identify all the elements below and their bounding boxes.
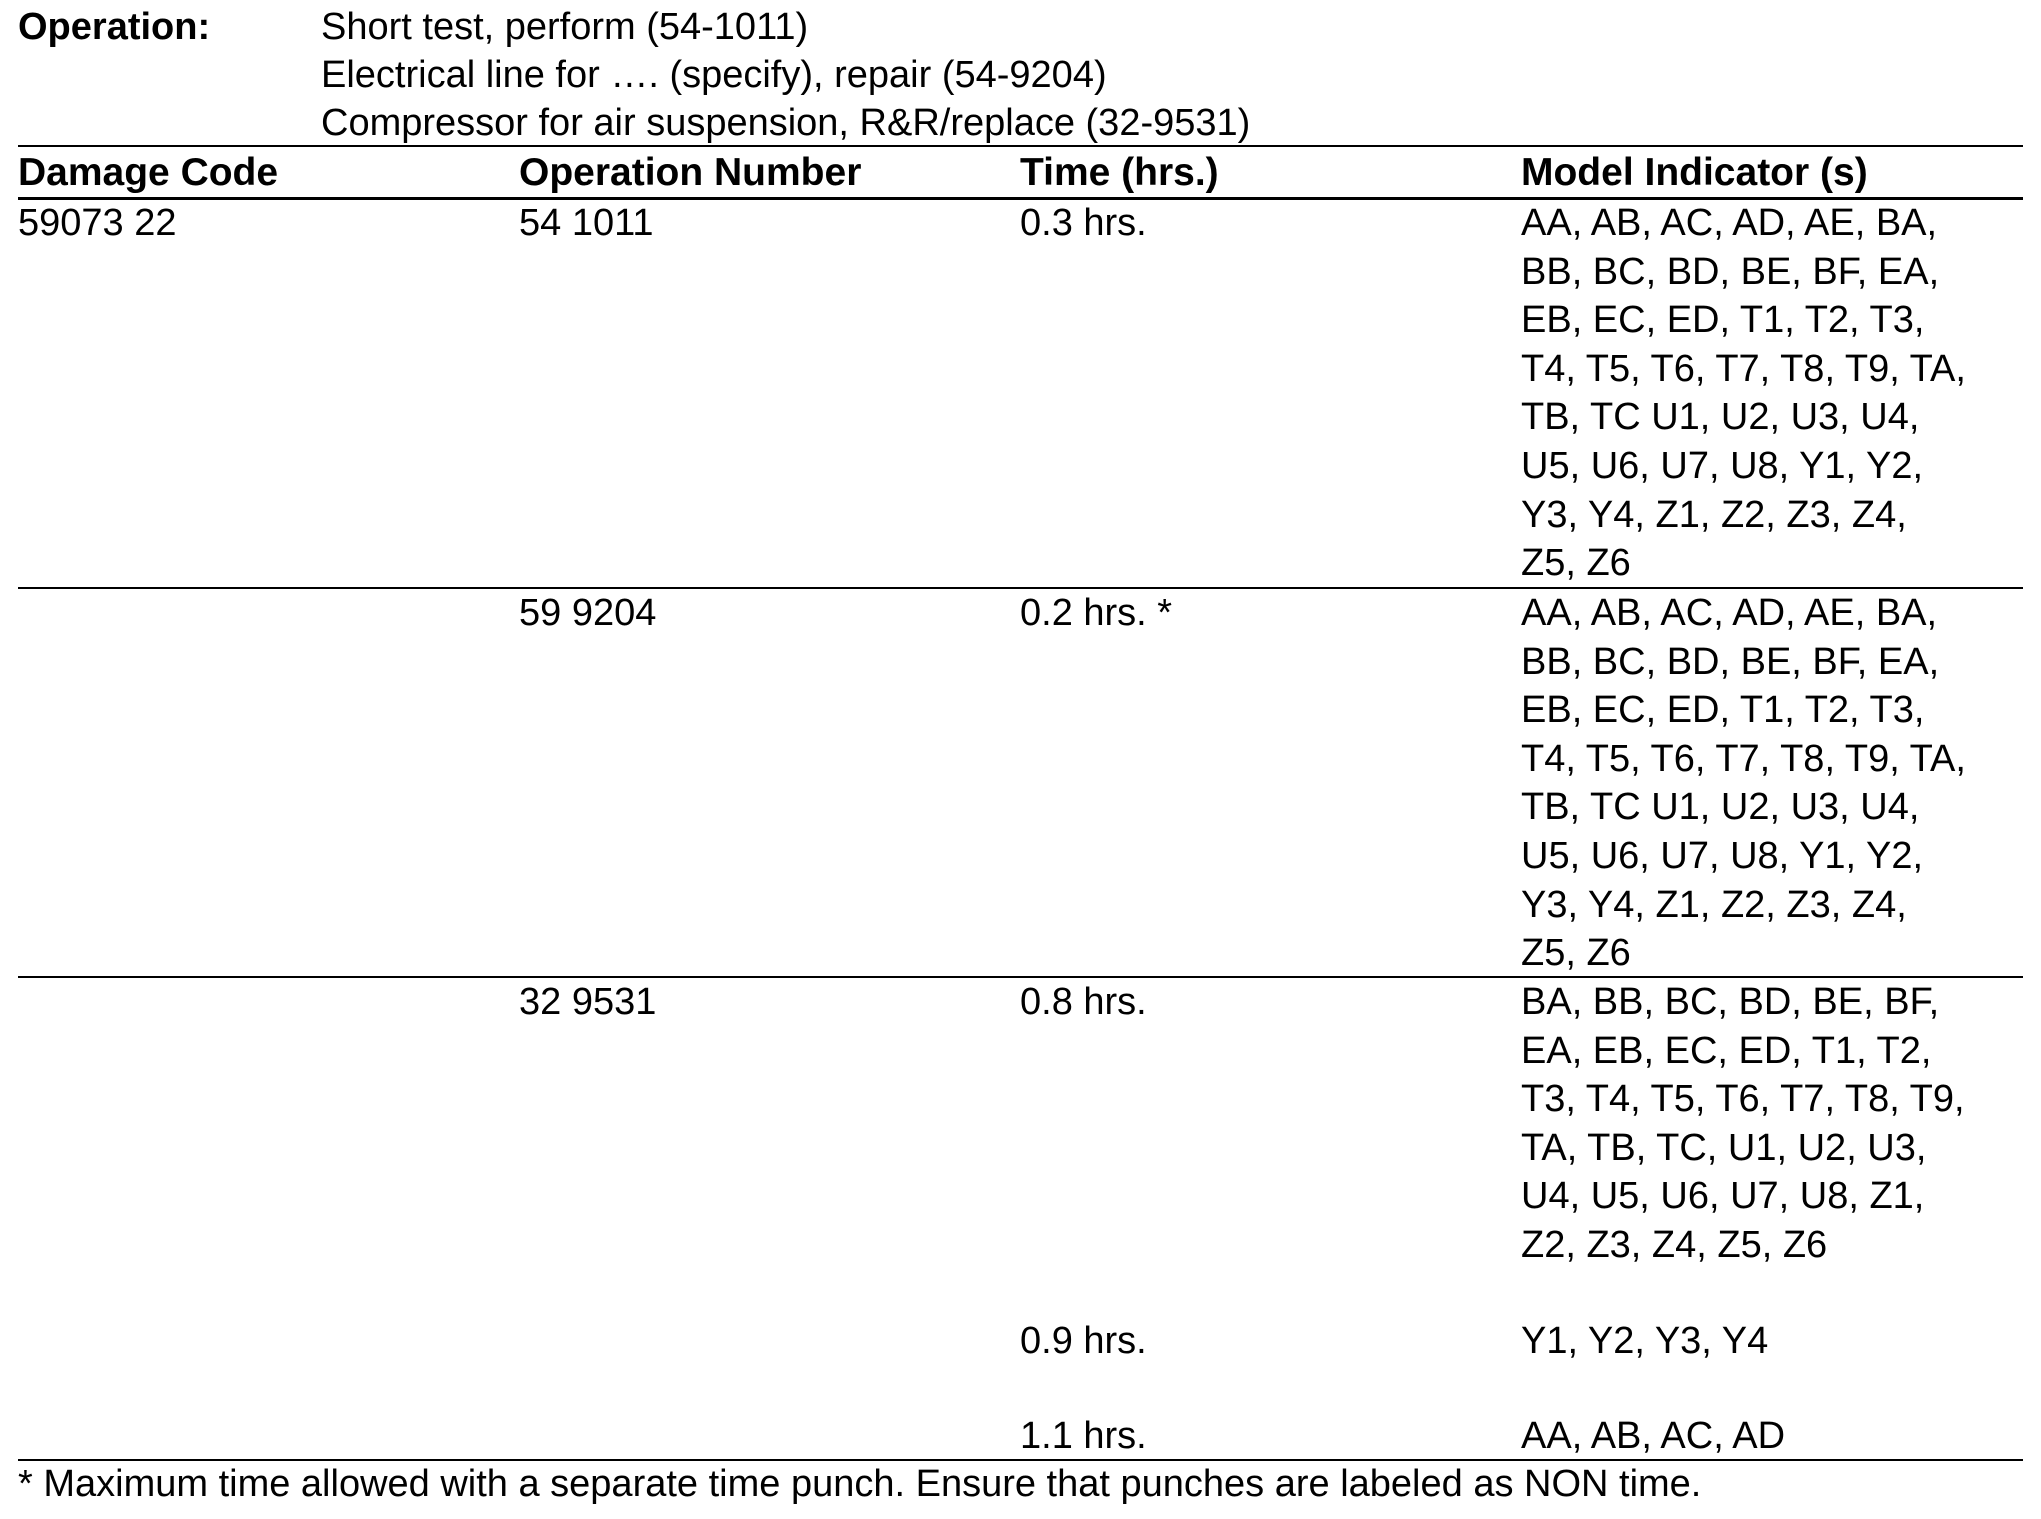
- operation-line: Short test, perform (54-1011): [321, 6, 809, 48]
- row3-operation-number: 32 9531: [519, 981, 657, 1023]
- model-line: EA, EB, EC, ED, T1, T2,: [1521, 1029, 1932, 1072]
- model-line: Z2, Z3, Z4, Z5, Z6: [1521, 1223, 1828, 1266]
- row2-operation-number: 59 9204: [519, 592, 657, 634]
- model-line: Y3, Y4, Z1, Z2, Z3, Z4,: [1521, 493, 1907, 536]
- row1-operation-number: 54 1011: [519, 202, 654, 244]
- operation-list: [321, 3, 1250, 147]
- operation-line: Compressor for air suspension, R&R/replace (32-9531): [321, 102, 1251, 144]
- operation-line: Electrical line for …. (specify), repair (54-9204): [321, 54, 1107, 96]
- row2-time: 0.2 hrs. *: [1020, 592, 1173, 634]
- model-line: AA, AB, AC, AD, AE, BA,: [1521, 202, 1938, 244]
- row1-time: 0.3 hrs.: [1020, 202, 1147, 244]
- row3-time: 0.8 hrs.: [1020, 981, 1147, 1023]
- document-page: [18, 0, 2023, 1505]
- model-line: U5, U6, U7, U8, Y1, Y2,: [1521, 444, 1924, 487]
- model-line: BA, BB, BC, BD, BE, BF,: [1521, 981, 1940, 1023]
- model-line: BB, BC, BD, BE, BF, EA,: [1521, 640, 1940, 683]
- model-line: AA, AB, AC, AD, AE, BA,: [1521, 592, 1938, 634]
- header-damage-code: Damage Code: [18, 151, 279, 194]
- model-line: TB, TC U1, U2, U3, U4,: [1521, 786, 1920, 829]
- model-line: Z5, Z6: [1521, 542, 1631, 585]
- row3-subrow1-models: Y1, Y2, Y3, Y4: [1521, 1320, 1769, 1362]
- row3-subrow2-models: AA, AB, AC, AD: [1521, 1415, 1786, 1457]
- header-top-rule: [18, 145, 2023, 147]
- row3-subrow2-time: 1.1 hrs.: [1020, 1415, 1147, 1457]
- model-line: U5, U6, U7, U8, Y1, Y2,: [1521, 834, 1924, 877]
- header-time: Time (hrs.): [1020, 151, 1219, 194]
- row2-models: [1521, 589, 2021, 978]
- header-model-indicator: Model Indicator (s): [1521, 151, 1868, 194]
- model-line: BB, BC, BD, BE, BF, EA,: [1521, 250, 1940, 293]
- model-line: EB, EC, ED, T1, T2, T3,: [1521, 689, 1925, 732]
- row1-damage-code: 59073 22: [18, 202, 177, 244]
- model-line: TA, TB, TC, U1, U2, U3,: [1521, 1126, 1927, 1169]
- model-line: EB, EC, ED, T1, T2, T3,: [1521, 299, 1925, 342]
- row3-models: [1521, 978, 2021, 1270]
- model-line: T4, T5, T6, T7, T8, T9, TA,: [1521, 737, 1966, 780]
- model-line: T3, T4, T5, T6, T7, T8, T9,: [1521, 1078, 1965, 1121]
- footnote: * Maximum time allowed with a separate time punch. Ensure that punches are labeled as NON time.: [18, 1463, 1702, 1505]
- model-line: U4, U5, U6, U7, U8, Z1,: [1521, 1175, 1925, 1218]
- model-line: TB, TC U1, U2, U3, U4,: [1521, 396, 1920, 439]
- model-line: T4, T5, T6, T7, T8, T9, TA,: [1521, 347, 1966, 390]
- model-line: Y3, Y4, Z1, Z2, Z3, Z4,: [1521, 883, 1907, 926]
- row3-subrow1-time: 0.9 hrs.: [1020, 1320, 1147, 1362]
- model-line: Z5, Z6: [1521, 932, 1631, 975]
- operation-section: [18, 0, 2023, 145]
- header-operation-number: Operation Number: [519, 151, 862, 194]
- row1-models: [1521, 199, 2021, 588]
- operation-label: Operation:: [18, 6, 211, 48]
